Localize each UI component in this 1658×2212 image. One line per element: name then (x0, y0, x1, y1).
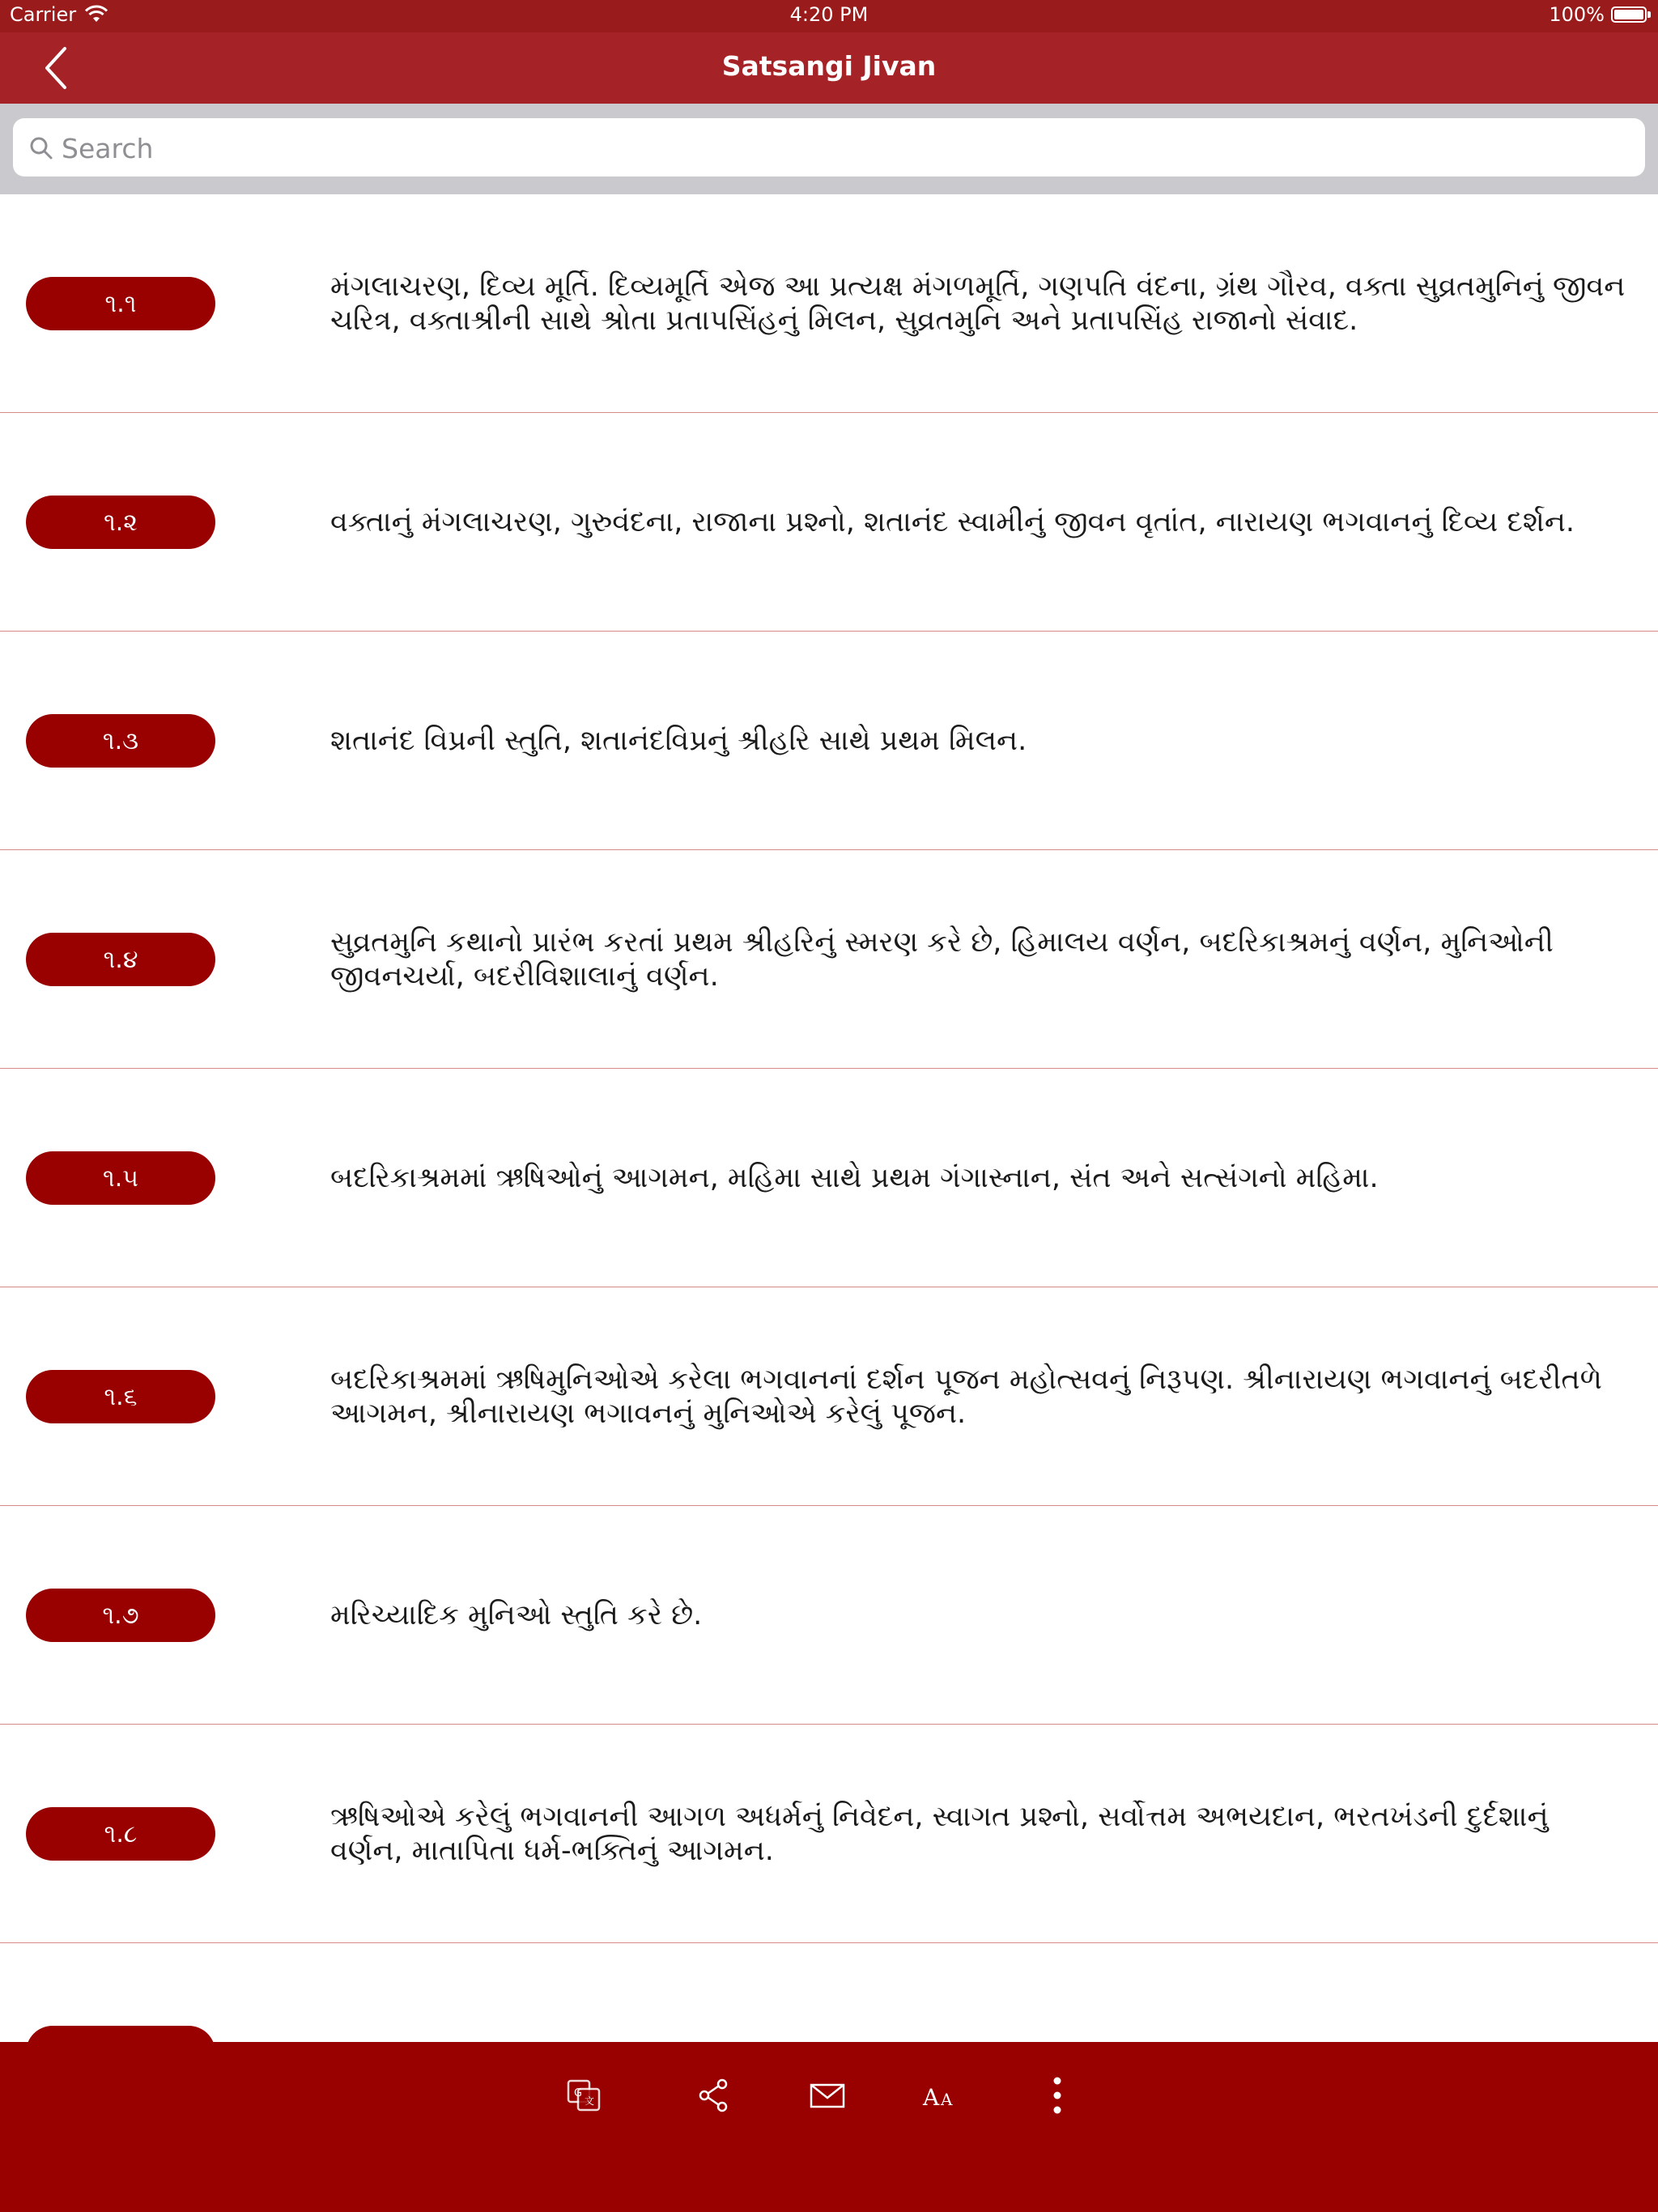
list-item[interactable] (0, 1069, 1658, 1287)
mail-button[interactable] (803, 2071, 852, 2120)
chapter-summary: બદરિકાશ્રમમાં ઋષિઓનું આગમન, મહિમા સાથે પ્રથમ ગંગાસ્નાન, સંત અને સત્સંગનો મહિમા. (330, 1161, 1379, 1194)
svg-text:文: 文 (585, 2095, 595, 2107)
chapter-summary: ઋષિઓએ કરેલું ભગવાનની આગળ અધર્મનું નિવેદન, સ્વાગત પ્રશ્નો, સર્વોત્તમ અભયદાન, ભરતખંડની દુર્દશાનું વર્ણન, માતાપિતા ધર્મ-ભક્તિનું આગમન. (330, 1800, 1549, 1867)
font-size-button[interactable] (916, 2071, 965, 2120)
chapter-number-badge: ૧.૧ (26, 277, 215, 330)
chapter-summary: સુવ્રતમુનિ કથાનો પ્રારંભ કરતાં પ્રથમ શ્રીહરિનું સ્મરણ કરે છે, હિમાલય વર્ણન, બદરિકાશ્રમનું વર્ણન, મુનિઓની જીવનચર્યા, બદરીવિશાલાનું વર્ણન. (330, 925, 1554, 993)
status-right (1549, 3, 1647, 26)
chapter-number-badge: ૧.૬ (26, 1370, 215, 1423)
chapter-summary: વક્તાનું મંગલાચરણ, ગુરુવંદના, રાજાના પ્રશ્નો, શતાનંદ સ્વામીનું જીવન વૃતાંત, નારાયણ ભગવાનનું દિવ્ય દર્શન. (330, 505, 1575, 538)
battery-percent: 100% (1549, 3, 1605, 26)
chapter-summary: બદરિકાશ્રમમાં ઋષિમુનિઓએ કરેલા ભગવાનનાં દર્શન પૂજન મહોત્સવનું નિરૂપણ. શ્રીનારાયણ ભગવાનનું બદરીતળે આગમન, શ્રીનારાયણ ભગાવનનું મુનિઓએ કરેલું પૂજન. (330, 1363, 1602, 1430)
share-icon (690, 2071, 738, 2120)
battery-icon (1611, 6, 1647, 23)
search-icon (28, 134, 55, 162)
list-item[interactable] (0, 1725, 1658, 1943)
chapter-number-badge: ૧.૨ (26, 496, 215, 549)
translate-button[interactable] (560, 2071, 609, 2120)
more-icon (1033, 2071, 1082, 2120)
status-bar (0, 0, 1658, 32)
chapter-summary: મરિચ્યાદિક મુનિઓ સ્તુતિ કરે છે. (330, 1598, 703, 1631)
chapter-number-badge: ૧.૮ (26, 1807, 215, 1861)
chapter-summary: શતાનંદ વિપ્રની સ્તુતિ, શતાનંદવિપ્રનું શ્રીહરિ સાથે પ્રથમ મિલન. (330, 724, 1027, 757)
chapter-list (0, 194, 1658, 2042)
chapter-number-badge: ૧.૩ (26, 714, 215, 768)
list-item[interactable] (0, 1287, 1658, 1506)
translate-icon (560, 2071, 609, 2120)
svg-text:A: A (923, 2084, 940, 2111)
chapter-summary: મંગલાચરણ, દિવ્ય મૂર્તિ. દિવ્યમૂર્તિ એજ આ પ્રત્યક્ષ મંગળમૂર્તિ, ગણપતિ વંદના, ગ્રંથ ગૌરવ, વક્તા સુવ્રતમુનિનું જીવન ચરિત્ર, વક્તાશ્રીની સાથે શ્રોતા પ્રતાપસિંહનું મિલન, સુવ્રતમુનિ અને પ્રતાપસિંહ રાજાનો સંવાદ. (330, 270, 1626, 337)
navigation-bar (0, 32, 1658, 104)
chapter-number-badge: ૧.૭ (26, 1589, 215, 1642)
battery-fill (1614, 10, 1643, 19)
bottom-toolbar (0, 2042, 1658, 2212)
search-bar (0, 104, 1658, 194)
chapter-number-badge: ૧.૪ (26, 933, 215, 986)
mail-icon (803, 2071, 852, 2120)
page-title: Satsangi Jivan (721, 50, 937, 82)
carrier-label: Carrier (10, 3, 77, 26)
more-options-button[interactable] (1033, 2071, 1082, 2120)
font-size-icon (916, 2071, 965, 2120)
search-box[interactable] (13, 118, 1645, 177)
svg-text:A: A (941, 2090, 953, 2109)
svg-text:G: G (574, 2087, 583, 2099)
list-item[interactable] (0, 194, 1658, 413)
chapter-number-badge: ૧.૫ (26, 1151, 215, 1205)
share-button[interactable] (690, 2071, 738, 2120)
list-item[interactable] (0, 1506, 1658, 1725)
list-item[interactable] (0, 413, 1658, 632)
status-time: 4:20 PM (789, 3, 869, 26)
search-input[interactable] (60, 118, 1601, 178)
list-item[interactable] (0, 632, 1658, 850)
list-item[interactable] (0, 850, 1658, 1069)
